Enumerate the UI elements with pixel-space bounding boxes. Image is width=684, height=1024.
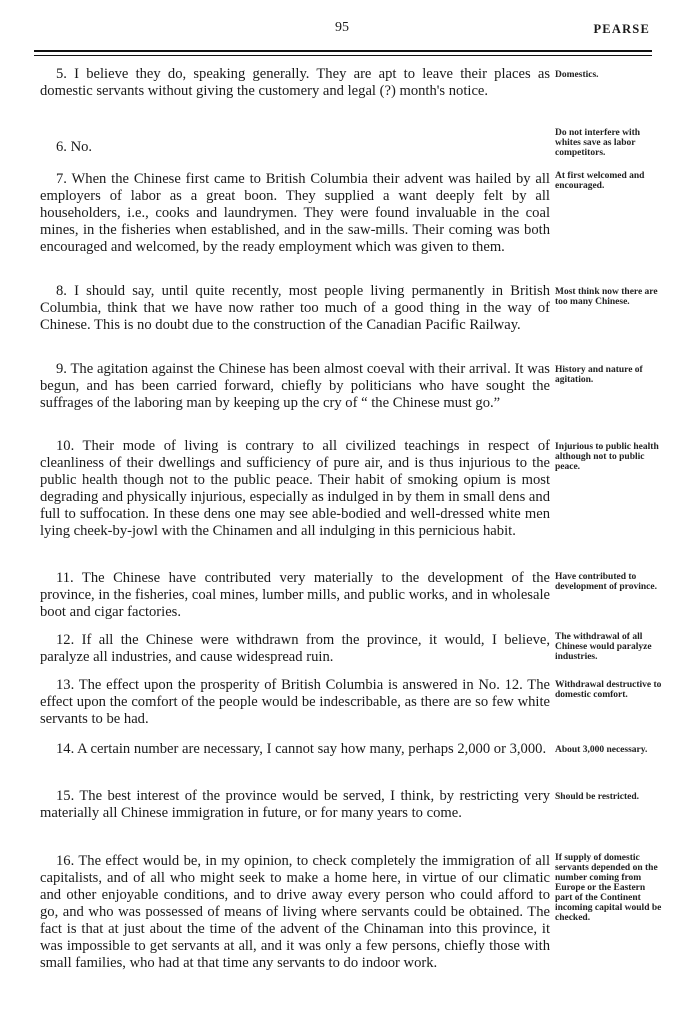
paragraph-10: 10. Their mode of living is contrary to all civilized teachings in respect of cleanliness of their dwellings and sufficiency of pure air, and is thus injurious to the public health though not to the public peace. Their habit of smoking opium is most degrading and physically injurious, especially as indulged in by them in small dens and full to suffocation. In these dens one may see able-bodied and well-dressed white men lying cheek-by-jowl with the Chinamen and all indulging in this pernicious habit. — [40, 438, 550, 539]
margin-note-withdrawal-paralyze: The withdrawal of all Chinese would paralyze industries. — [555, 632, 652, 662]
paragraph-16: 16. The effect would be, in my opinion, to check completely the immigration of all capitalists, and of all who might seek to make a home here, in virtue of our climatic and other enjoyable conditions, and to drive away every person who could afford to go, and who was possessed of means of living where servants could be obtained. The fact is that at just about the time of the advent of the Chinaman into this province, it was impossible to get servants at all, and it was only a few persons, chiefly those with small families, who had at that time any servants to do indoor work. — [40, 853, 550, 971]
paragraph-5: 5. I believe they do, speaking generally. They are apt to leave their places as domestic servants without giving the customery and legal (?) month's notice. — [40, 66, 550, 99]
paragraph-11: 11. The Chinese have contributed very materially to the development of the province, in the fisheries, coal mines, lumber mills, and public works, and in wholesale boot and cigar factories. — [40, 570, 550, 620]
paragraph-9: 9. The agitation against the Chinese has been almost coeval with their arrival. It was begun, and has been carried forward, chiefly by politicians who have sought the suffrages of the laboring man by keeping up the cry of “ the Chinese must go.” — [40, 361, 550, 411]
margin-note-agitation: History and nature of agitation. — [555, 365, 643, 385]
header-rule-thick — [34, 50, 652, 52]
paragraph-13: 13. The effect upon the prosperity of British Columbia is answered in No. 12. The effect upon the comfort of the people would be indescribable, as there are so few white servants to be had. — [40, 677, 550, 727]
margin-note-welcomed: At first welcomed and encouraged. — [555, 171, 645, 191]
margin-note-domestics: Domestics. — [555, 70, 599, 80]
paragraph-8: 8. I should say, until quite recently, most people living permanently in British Columbia, think that we have now rather too much of a good thing in the way of Chinese. This is no doubt due to the construction of the Canadian Pacific Railway. — [40, 283, 550, 333]
paragraph-14: 14. A certain number are necessary, I cannot say how many, perhaps 2,000 or 3,000. — [56, 741, 547, 757]
margin-note-capital-checked: If supply of domestic servants depended on the number coming from Europe or the Eastern part of the Continent incoming capital would be checked. — [555, 853, 662, 923]
header-rule-thin — [34, 55, 652, 56]
margin-note-about-3000: About 3,000 necessary. — [555, 745, 648, 755]
paragraph-15: 15. The best interest of the province would be served, I think, by restricting very materially all Chinese immigration in future, or for many years to come. — [40, 788, 550, 821]
running-head: PEARSE — [593, 22, 650, 36]
margin-note-development: Have contributed to development of province. — [555, 572, 657, 592]
margin-note-labor-competitors: Do not interfere with whites save as labor competitors. — [555, 128, 641, 158]
paragraph-7: 7. When the Chinese first came to British Columbia their advent was hailed by all employers of labor as a great boon. They supplied a want deeply felt by all householders, i.e., cooks and laundrymen. They were found invaluable in the coal mines, in the fisheries when established, and in the saw-mills. Their coming was both encouraged and welcomed, by the ready employment which was given to them. — [40, 171, 550, 255]
paragraph-6: 6. No. — [56, 139, 93, 155]
margin-note-restricted: Should be restricted. — [555, 792, 640, 802]
margin-note-domestic-comfort: Withdrawal destructive to domestic comfort. — [555, 680, 662, 700]
paragraph-12: 12. If all the Chinese were withdrawn from the province, it would, I believe, paralyze all industries, and cause widespread ruin. — [40, 632, 550, 665]
page-number: 95 — [335, 20, 349, 35]
margin-note-too-many: Most think now there are too many Chinese. — [555, 287, 658, 307]
margin-note-public-health: Injurious to public health although not to public peace. — [555, 442, 659, 472]
